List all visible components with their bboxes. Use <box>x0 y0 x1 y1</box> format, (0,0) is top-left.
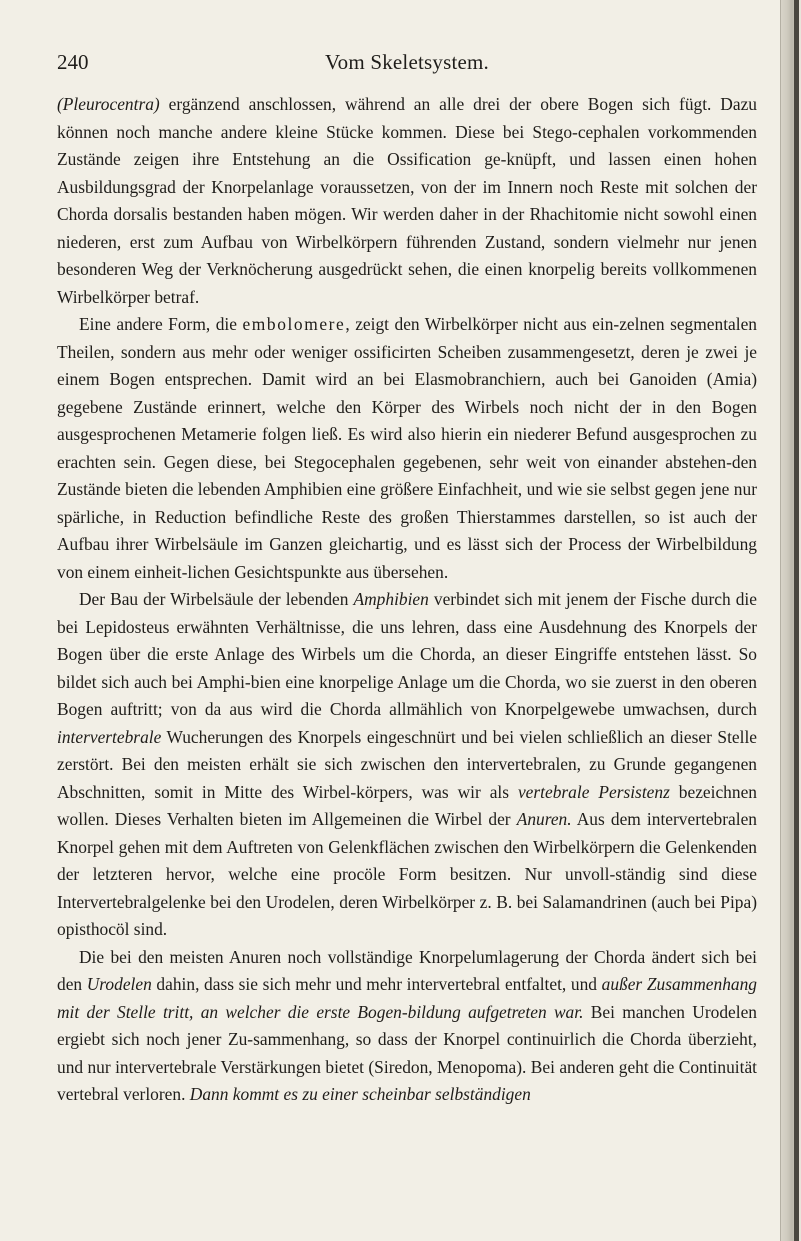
italic-term: (Pleurocentra) <box>57 94 160 114</box>
running-title: Vom Skeletsystem. <box>324 50 490 74</box>
text-run: bezeichnen wollen. Dieses Verhalten bieten im Allgemeinen die Wirbel der <box>57 781 757 829</box>
italic-term: Urodelen <box>86 974 152 994</box>
paragraph-1 <box>57 91 757 311</box>
text-run: Die bei den meisten Anuren noch vollständige Knorpelumlagerung der Chorda ändert sich bei den <box>57 946 757 994</box>
page-number: 240 <box>57 50 89 74</box>
italic-term: intervertebrale <box>57 726 162 747</box>
italic-term: Amphibien <box>353 589 429 609</box>
body-text <box>57 91 757 1109</box>
italic-term: Anuren. <box>516 809 572 829</box>
text-run: Bei manchen Urodelen ergiebt sich noch jener Zu-sammenhang, so dass der Knorpel continuirlich die Chorda überzieht, und nur intervertebrale Verstärkungen bietet (Siredon, Menopoma). Bei anderen geht die Continuität vertebral verloren. <box>57 1001 758 1104</box>
paragraph-4 <box>57 944 757 1109</box>
paragraph-2 <box>57 311 757 586</box>
text-run: Eine andere Form, die <box>79 314 243 334</box>
italic-phrase: Dann kommt es zu einer scheinbar selbständigen <box>189 1084 531 1104</box>
spaced-term: embolomere <box>242 314 346 334</box>
paragraph-3 <box>57 586 757 944</box>
page-header <box>57 44 757 84</box>
text-run: , zeigt den Wirbelkörper nicht aus ein-zelnen segmentalen Theilen, sondern aus mehr oder weniger ossificirten Scheiben zusammengesetzt, deren je zwei je einem Bogen entsprechen. Damit wird an bei Elasmobranchiern, auch bei Ganoiden (Amia) gegebene Zustände erinnert, welche den Körper des Wirbels noch nicht der in den Bogen ausgesprochenen Metamerie folgen ließ. Es wird also hierin ein niederer Befund ausgesprochen zu erachten sein. Gegen diese, bei Stegocephalen gegebenen, sehr weit von einander abstehen-den Zustände bieten die lebenden Amphibien eine größere Einfachheit, und wie sie selbst gegen jene nur spärliche, in Reduction befindliche Reste des großen Thierstammes darstellen, so ist auch der Aufbau ihrer Wirbelsäule im Ganzen gleichartig, und es lässt sich der Process der Wirbelbildung von einem einheit-lichen Gesichtspunkte aus übersehen. <box>57 314 757 582</box>
text-run: ergänzend anschlossen, während an alle drei der obere Bogen sich fügt. Dazu können noch manche andere kleine Stücke kommen. Diese bei Stego-cephalen vorkommenden Zustände zeigen ihre Entstehung an die Ossification ge-knüpft, und lassen einen hohen Ausbildungsgrad der Knorpelanlage voraussetzen, von der im Innern noch Reste mit solchen der Chorda dorsalis bestanden haben mögen. Wir werden daher in der Rhachitomie nicht sowohl einen niederen, erst zum Aufbau von Wirbelkörpern führenden Zustand, sondern vielmehr nur jenen besonderen Weg der Verknöcherung ausgedrückt sehen, die einen knorpelig bereits vollkommenen Wirbelkörper betraf. <box>57 94 757 307</box>
text-run: Wucherungen des Knorpels eingeschnürt und bei vielen schließlich an dieser Stelle zerstört. Bei den meisten erhält sie sich zwischen den intervertebralen, zu Grunde gegangenen Abschnitten, somit in Mitte des Wirbel-körpers, was wir als <box>57 726 757 802</box>
text-run: verbindet sich mit jenem der Fische durch die bei Lepidosteus erwähnten Verhältnisse, die uns lehren, dass eine Ausdehnung des Knorpels der Bogen über die erste Anlage des Wirbels um die Chorda, an dieser Eingriffe entstehen lässt. So bildet sich auch bei Amphi-bien eine knorpelige Anlage um die Chorda, wo sie zuerst in den oberen Bogen auftritt; von da aus wird die Chorda allmählich von Knorpelgewebe umwachsen, durch <box>57 589 757 719</box>
italic-phrase: außer Zusammenhang mit der Stelle tritt, an welcher die erste Bogen-bildung aufgetreten war. <box>57 974 757 1022</box>
text-run: Aus dem intervertebralen Knorpel gehen mit dem Auftreten von Gelenkflächen zwischen den Wirbelkörpern die Gelenkenden der letzteren hervor, welche eine procöle Form besitzen. Nur unvoll-ständig sind diese Intervertebralgelenke bei den Urodelen, deren Wirbelkörper z. B. bei Salamandrinen (auch bei Pipa) opisthocöl sind. <box>57 809 757 939</box>
italic-term: vertebrale Persistenz <box>517 781 670 802</box>
text-run: dahin, dass sie sich mehr und mehr intervertebral entfaltet, und <box>151 974 602 994</box>
text-run: Der Bau der Wirbelsäule der lebenden <box>79 589 354 609</box>
